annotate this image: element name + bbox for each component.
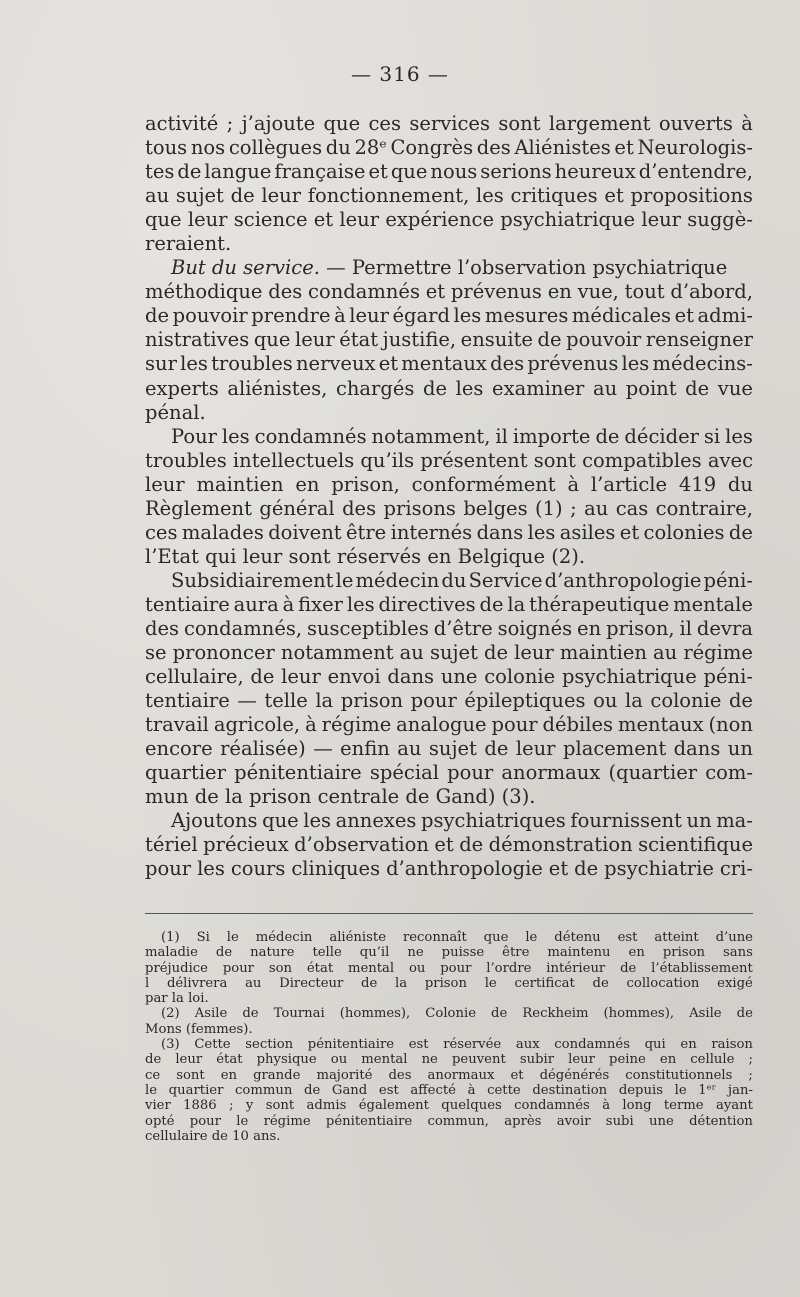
footnote-line: par la loi.	[145, 991, 209, 1007]
text-line: pénal.	[145, 400, 206, 424]
footnotes	[145, 930, 753, 1144]
footnote-line: vier 1886 ; y sont admis également quelques condamnés à long terme ayant	[145, 1098, 753, 1114]
footnote-line: Mons (femmes).	[145, 1021, 253, 1037]
text-line: cellulaire, de leur envoi dans une colonie psychiatrique péni-	[145, 665, 753, 689]
footnote-line: le quartier commun de Gand est affecté à cette destination depuis le 1ᵉʳ jan-	[145, 1082, 753, 1098]
footnote-divider	[145, 913, 753, 914]
text-line: mun de la prison centrale de Gand) (3).	[145, 785, 536, 809]
section-heading: But du service.	[171, 256, 320, 280]
text-line: tentiaire — telle la prison pour épileptiques ou la colonie de	[145, 689, 753, 713]
footnote-line: ce sont en grande majorité des anormaux et dégénérés constitutionnels ;	[145, 1067, 753, 1083]
text-line: tes de langue française et que nous serions heureux d’entendre,	[145, 160, 753, 184]
text-line: tériel précieux d’observation et de démonstration scientifique	[145, 833, 753, 857]
footnote-line: maladie de nature telle qu’il ne puisse être maintenu en prison sans	[145, 945, 753, 961]
footnote-line: opté pour le régime pénitentiaire commun, après avoir subi une détention	[145, 1113, 753, 1129]
text-line: nistratives que leur état justifie, ensuite de pouvoir renseigner	[145, 328, 753, 352]
footnote-2	[145, 1006, 753, 1037]
footnote-line: de leur état physique ou mental ne peuvent subir leur peine en cellule ;	[145, 1052, 753, 1068]
text-line: tentiaire aura à fixer les directives de la thérapeutique mentale	[145, 592, 753, 616]
text-line: sur les troubles nerveux et mentaux des prévenus les médecins-	[145, 352, 753, 376]
text-line: l’Etat qui leur sont réservés en Belgique (2).	[145, 544, 586, 568]
page-number: — 316 —	[351, 62, 449, 86]
text-line: de pouvoir prendre à leur égard les mesures médicales et admi-	[145, 304, 753, 328]
text-line: activité ; j’ajoute que ces services sont largement ouverts à	[145, 112, 753, 135]
text-line: pour les cours cliniques d’anthropologie et de psychiatrie cri-	[145, 857, 753, 881]
text-line: Subsidiairement le médecin du Service d’anthropologie péni-	[171, 568, 753, 592]
text-line: méthodique des condamnés et prévenus en vue, tout d’abord,	[145, 280, 753, 304]
text-line: encore réalisée) — enfin au sujet de leur placement dans un	[145, 737, 753, 761]
paragraph-2	[145, 256, 753, 424]
text-line: au sujet de leur fonctionnement, les critiques et propositions	[145, 184, 753, 208]
footnote-line: (3) Cette section pénitentiaire est réservée aux condamnés qui en raison	[161, 1037, 753, 1053]
text-line: Pour les condamnés notamment, il importe de décider si les	[171, 424, 753, 448]
text-line: experts aliénistes, chargés de les examiner au point de vue	[145, 376, 753, 400]
text-line: Ajoutons que les annexes psychiatriques fournissent un ma-	[171, 809, 753, 833]
main-text	[145, 112, 753, 882]
text-line: Règlement général des prisons belges (1) ; au cas contraire,	[145, 496, 753, 520]
text-line: tous nos collègues du 28ᵉ Congrès des Aliénistes et Neurologis-	[145, 136, 753, 160]
footnote-1	[145, 930, 753, 1006]
footnote-line: l délivrera au Directeur de la prison le certificat de collocation exigé	[145, 975, 753, 991]
footnote-line: (1) Si le médecin aliéniste reconnaît que le détenu est atteint d’une	[161, 930, 753, 945]
text-line: quartier pénitentiaire spécial pour anormaux (quartier com-	[145, 761, 753, 785]
text-line: des condamnés, susceptibles d’être soignés en prison, il devra	[145, 616, 753, 640]
text-line: leur maintien en prison, conformément à l’article 419 du	[145, 472, 753, 496]
text-line: troubles intellectuels qu’ils présentent sont compatibles avec	[145, 448, 753, 472]
paragraph-5	[145, 809, 753, 881]
footnote-line: cellulaire de 10 ans.	[145, 1128, 281, 1144]
text-line: reraient.	[145, 232, 232, 256]
text-line: travail agricole, à régime analogue pour débiles mentaux (non	[145, 713, 753, 737]
paragraph-1	[145, 112, 753, 256]
text-fragment: — Permettre l’observation psychiatrique	[319, 256, 728, 280]
paragraph-3	[145, 425, 753, 569]
text-line	[145, 256, 753, 280]
text-line: ces malades doivent être internés dans les asiles et colonies de	[145, 520, 753, 544]
text-line: se prononcer notamment au sujet de leur maintien au régime	[145, 641, 753, 665]
footnote-line: (2) Asile de Tournai (hommes), Colonie de Reckheim (hommes), Asile de	[161, 1006, 753, 1022]
footnote-line: préjudice pour son état mental ou pour l’ordre intérieur de l’établissement	[145, 960, 753, 976]
footnote-3	[145, 1037, 753, 1144]
text-line: que leur science et leur expérience psychiatrique leur suggè-	[145, 208, 753, 232]
paragraph-4	[145, 569, 753, 809]
